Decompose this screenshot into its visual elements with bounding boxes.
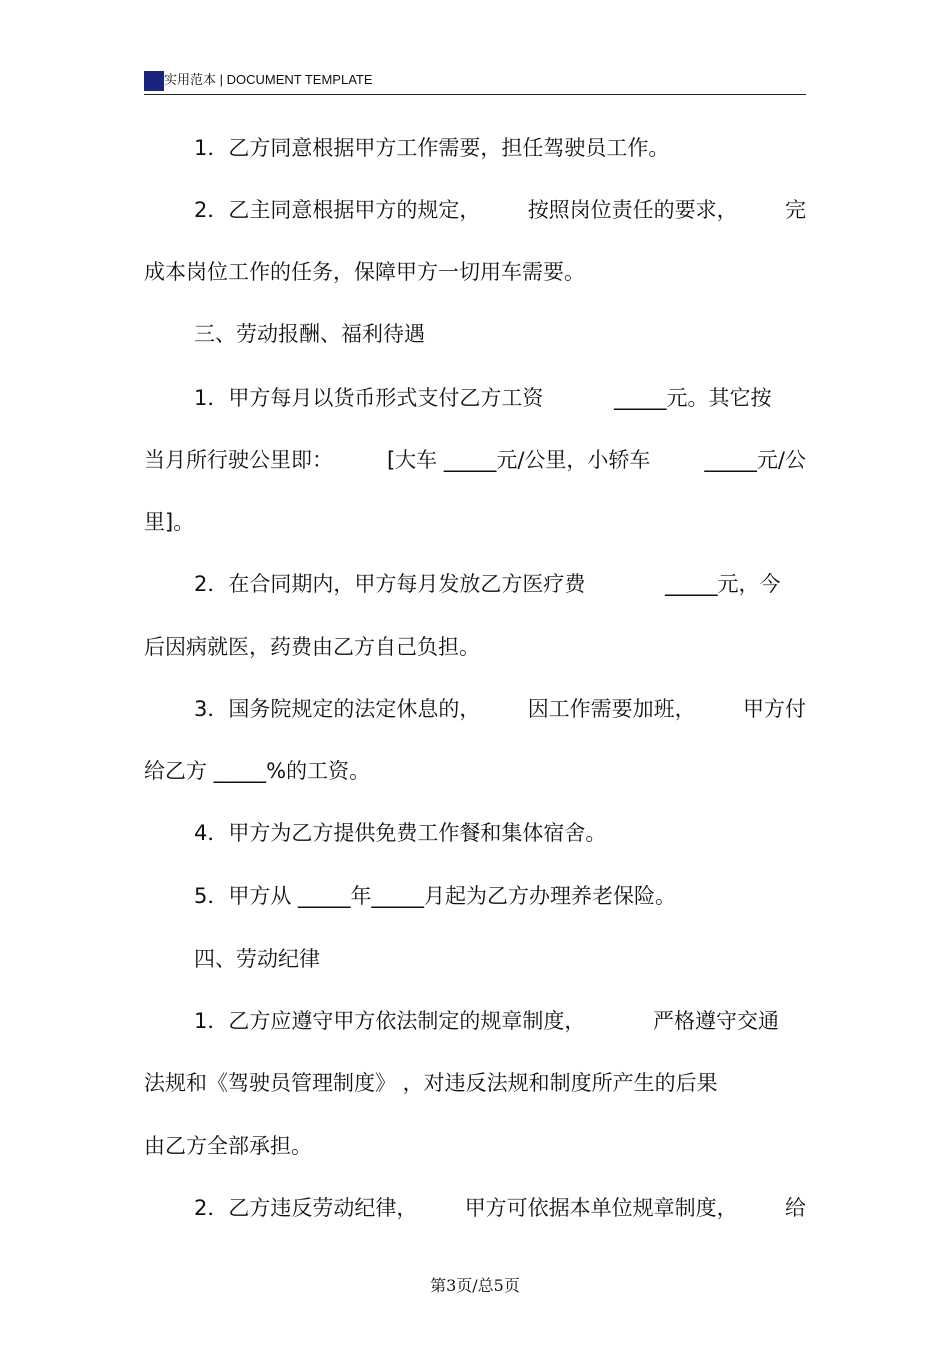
text-segment: 按照岗位责任的要求，: [527, 198, 738, 222]
paragraph-2-2-line1: [194, 196, 806, 224]
paragraph-4-1-line3: 由乙方全部承担。: [144, 1134, 312, 1158]
paragraph-3-3-line1: [194, 695, 806, 723]
section-3-heading: 三、劳动报酬、福利待遇: [194, 322, 425, 346]
paragraph-4-1-line1b: 严格遵守交通: [653, 1009, 779, 1033]
paragraph-3-2-line1a: 2．在合同期内，甲方每月发放乙方医疗费: [194, 572, 586, 596]
page-number: 第3页/总5页: [430, 1276, 520, 1295]
paragraph-3-1-line3: 里]。: [144, 510, 195, 534]
text-segment: 当月所行驶公里即：: [144, 448, 333, 472]
paragraph-3-2-line2: 后因病就医，药费由乙方自己负担。: [144, 635, 480, 659]
text-segment: _____元/公: [704, 448, 806, 472]
text-segment: 给: [785, 1196, 806, 1220]
paragraph-2-2-line2: 成本岗位工作的任务，保障甲方一切用车需要。: [144, 260, 585, 284]
text-segment: 2．乙方违反劳动纪律，: [194, 1196, 418, 1220]
paragraph-3-2-line1b: _____元，今: [665, 572, 781, 596]
header-title: 实用范本 | DOCUMENT TEMPLATE: [164, 72, 373, 87]
paragraph-3-1-line1b: _____元。其它按: [614, 386, 772, 410]
paragraph-4-1-line1a: 1．乙方应遵守甲方依法制定的规章制度，: [194, 1009, 586, 1033]
text-segment: 甲方可依据本单位规章制度，: [464, 1196, 738, 1220]
text-segment: [大车 _____元/公里，小轿车: [386, 448, 651, 472]
text-segment: 2．乙主同意根据甲方的规定，: [194, 198, 481, 222]
paragraph-3-4: 4．甲方为乙方提供免费工作餐和集体宿舍。: [194, 821, 607, 845]
paragraph-3-3-line2: 给乙方 _____%的工资。: [144, 759, 371, 783]
paragraph-3-5: 5．甲方从 _____年_____月起为乙方办理养老保险。: [194, 884, 677, 908]
paragraph-3-1-line1a: 1．甲方每月以货币形式支付乙方工资: [194, 386, 544, 410]
text-segment: 完: [785, 198, 806, 222]
page-header: [144, 68, 806, 95]
header-logo: [144, 71, 164, 91]
text-segment: 甲方付: [743, 697, 806, 721]
text-segment: 3．国务院规定的法定休息的，: [194, 697, 481, 721]
paragraph-2-1: 1．乙方同意根据甲方工作需要，担任驾驶员工作。: [194, 136, 670, 160]
text-segment: 因工作需要加班，: [527, 697, 696, 721]
paragraph-4-2-line1: [194, 1194, 806, 1222]
paragraph-4-1-line2: 法规和《驾驶员管理制度》 ，对违反法规和制度所产生的后果: [144, 1071, 718, 1095]
paragraph-3-1-line2: [144, 446, 806, 474]
section-4-heading: 四、劳动纪律: [194, 947, 320, 971]
